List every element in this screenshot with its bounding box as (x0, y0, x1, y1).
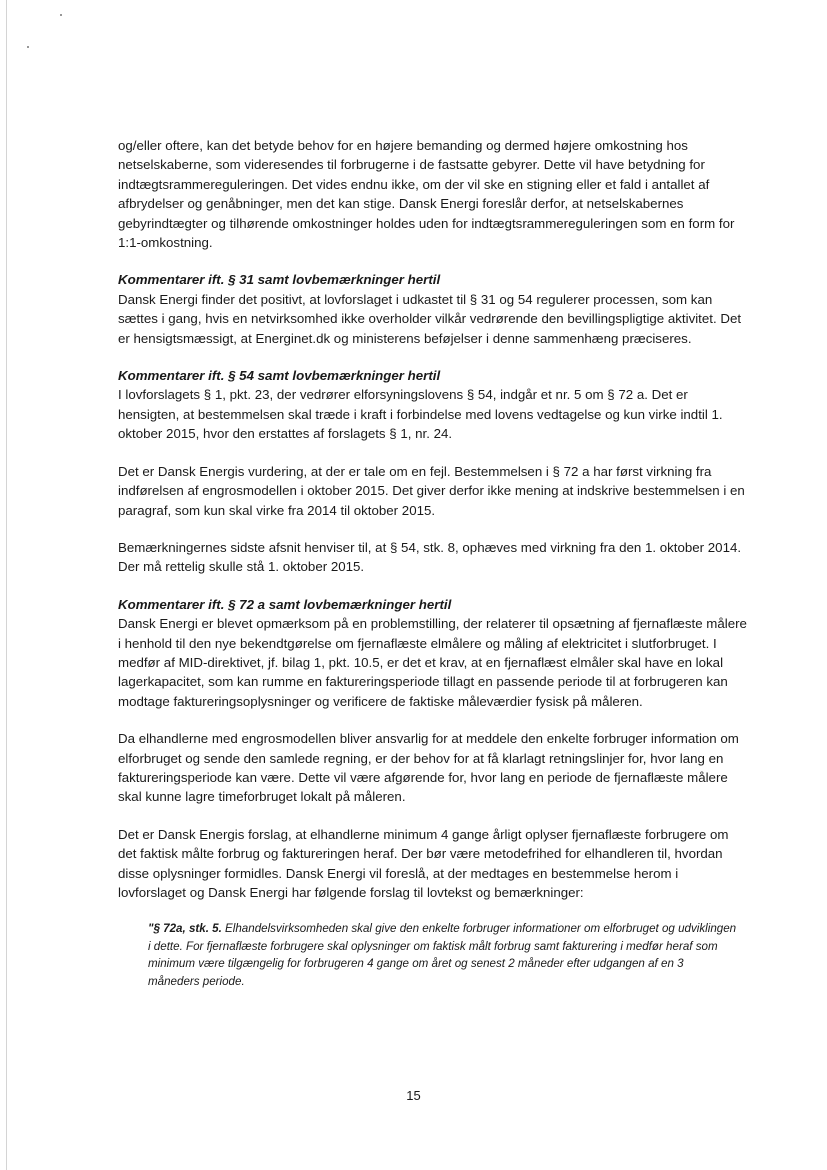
paragraph: Det er Dansk Energis vurdering, at der er tale om en fejl. Bestemmelsen i § 72 a har først virkning fra indførelsen af engrosmodellen i oktober 2015. Det giver derfor ikke mening at indskrive bestemmelsen i en paragraf, som kun skal virke fra 2014 til oktober 2015. (118, 463, 745, 518)
paragraph: Bemærkningernes sidste afsnit henviser til, at § 54, stk. 8, ophæves med virkning fra den 1. oktober 2014. Der må rettelig skulle stå 1. oktober 2015. (118, 539, 742, 575)
paragraph: Det er Dansk Energis forslag, at elhandlerne minimum 4 gange årligt oplyser fjernaflæste forbrugere om det faktisk målte forbrug og faktureringen heraf. Der bør være metodefrihed for elhandleren til, hvordan disse oplysninger formidles. Dansk Energi vil foreslå, at der medtages en bestemmelse herom i lovforslaget og Dansk Energi har følgende forslag til lovtekst og bemærkninger: (118, 826, 729, 900)
quote-text: Elhandelsvirksomheden skal give den enkelte forbruger informationer om elforbruget og udviklingen i dette. For fjernaflæste forbrugere skal oplysninger om faktisk målt forbrug samt fakturering i medfør heraf som minimum være tilgængelig for forbrugeren 4 gange om året og senest 2 måneder efter udgangen af en 3 måneders periode. (148, 922, 737, 988)
paragraph: I lovforslagets § 1, pkt. 23, der vedrører elforsyningslovens § 54, indgår et nr. 5 om § 72 a. Det er hensigten, at bestemmelsen skal træde i kraft i forbindelse med lovens vedtagelse og kun virke indtil 1. oktober 2015, hvor den erstattes af forslagets § 1, nr. 24. (118, 387, 723, 442)
scan-speck (60, 14, 62, 16)
page-number: 15 (406, 1088, 421, 1103)
section-72a (118, 595, 748, 903)
scan-edge-line (6, 0, 7, 1170)
intro-paragraph: og/eller oftere, kan det betyde behov for en højere bemanding og dermed højere omkostning hos netselskaberne, som videresendes til forbrugerne i de fastsatte gebyrer. Dette vil have betydning for indtægtsrammereguleringen. Det vides endnu ikke, om der vil ske en stigning eller et fald i antallet af afbrydelser og genåbninger, men det kan stige. Dansk Energi foreslår derfor, at netselskabernes gebyrindtægter og tilhørende omkostninger holdes uden for indtægtsrammereguleringen som en form for 1:1-omkostning. (118, 138, 735, 251)
section-31 (118, 270, 748, 348)
document-body (118, 136, 748, 990)
scan-speck (27, 46, 29, 48)
section-heading: Kommentarer ift. § 31 samt lovbemærkninger hertil (118, 272, 441, 288)
paragraph: Da elhandlerne med engrosmodellen bliver ansvarlig for at meddele den enkelte forbruger information om elforbruget og sende den samlede regning, er der behov for at få klarlagt retningslinjer for, hvor lang en faktureringsperiode kan være. Dette vil være afgørende for, hvor lang en periode de fjernaflæste målere skal kunne lagre timeforbruget lokalt på måleren. (118, 731, 739, 805)
paragraph: Dansk Energi er blevet opmærksom på en problemstilling, der relaterer til opsætning af fjernaflæste målere i henhold til den nye bekendtgørelse om fjernaflæste elmålere og måling af elektricitet i slutforbruget. I medfør af MID-direktivet, jf. bilag 1, pkt. 10.5, er det et krav, at en fjernaflæst elmåler skal have en lokal lagerkapacitet, som kan rumme en faktureringsperiode tillagt en passende periode til at forbrugeren kan modtage faktureringsoplysninger og verificere de faktiske måleværdier fysisk på måleren. (118, 616, 747, 709)
section-heading: Kommentarer ift. § 72 a samt lovbemærkninger hertil (118, 596, 452, 612)
section-54 (118, 366, 748, 577)
quote-lead: "§ 72a, stk. 5. (148, 922, 222, 936)
paragraph: Dansk Energi finder det positivt, at lovforslaget i udkastet til § 31 og 54 regulerer processen, som kan sættes i gang, hvis en netvirksomhed ikke overholder vilkår vedrørende den bevillingspligtige aktivitet. Det er hensigtsmæssigt, at Energinet.dk og ministerens beføjelser i denne sammenhæng præciseres. (118, 291, 742, 346)
proposed-law-text (148, 920, 738, 990)
section-heading: Kommentarer ift. § 54 samt lovbemærkninger hertil (118, 368, 441, 384)
